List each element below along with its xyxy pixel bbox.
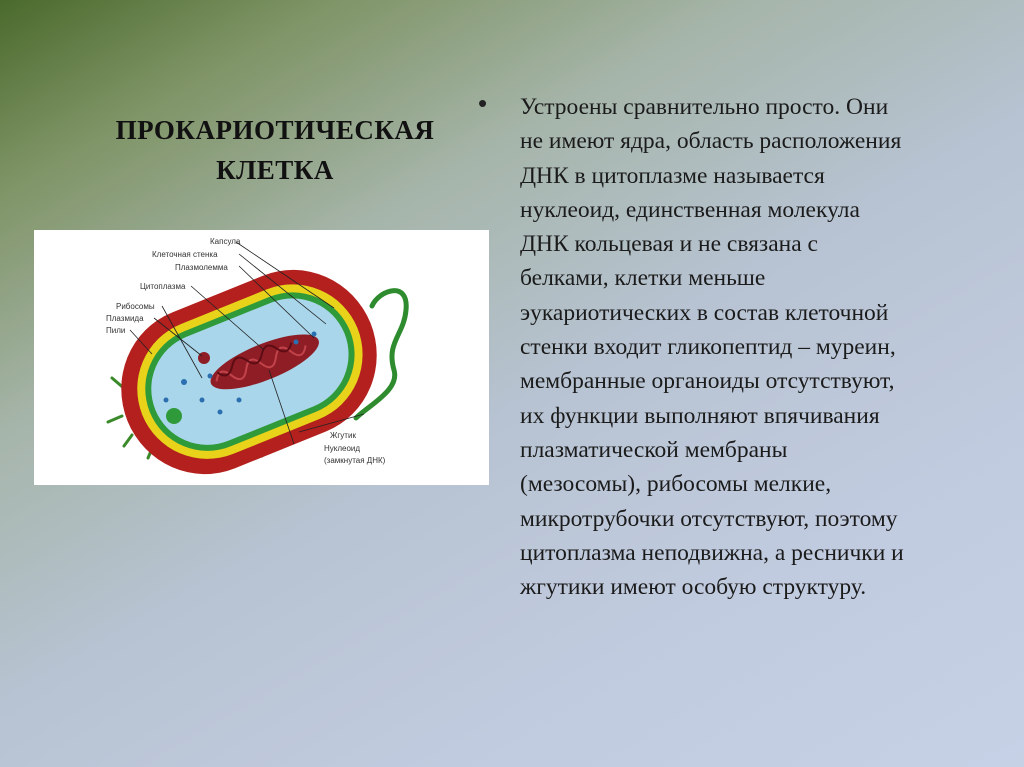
label-plasmalemma: Плазмолемма xyxy=(175,263,228,272)
text-line: их функции выполняют впячивания xyxy=(520,402,880,429)
text-line: плазматической мембраны xyxy=(520,436,788,463)
text-line: цитоплазма неподвижна, а реснички и xyxy=(520,539,904,566)
text-line: не имеют ядра, область расположения xyxy=(520,128,902,155)
inclusion-shape xyxy=(166,408,182,424)
label-cell-wall: Клеточная стенка xyxy=(152,250,218,259)
title-line-2: КЛЕТКА xyxy=(216,155,334,185)
text-line: ДНК в цитоплазме называется xyxy=(520,162,825,189)
label-pili: Пили xyxy=(106,326,126,335)
bullet-text xyxy=(520,90,1000,604)
cell-illustration xyxy=(34,230,489,485)
text-line: Устроены сравнительно просто. Они xyxy=(520,94,889,120)
text-line: жгутики имеют особую структуру. xyxy=(520,574,867,601)
label-cytoplasm: Цитоплазма xyxy=(140,282,186,291)
label-nucleoid-note: (замкнутая ДНК) xyxy=(324,456,386,465)
bullet-marker: • xyxy=(478,88,488,118)
label-flagellum: Жгутик xyxy=(330,431,356,440)
label-plasmid: Плазмида xyxy=(106,314,144,323)
text-line: белками, клетки меньше xyxy=(520,265,766,292)
text-line: нуклеоид, единственная молекула xyxy=(520,196,860,223)
text-line: эукариотических в состав клеточной xyxy=(520,299,889,326)
title-line-1: ПРОКАРИОТИЧЕСКАЯ xyxy=(115,115,435,145)
slide-title xyxy=(40,110,510,190)
text-line: ДНК кольцевая и не связана с xyxy=(520,231,818,258)
text-line: стенки входит гликопептид – муреин, xyxy=(520,334,896,361)
label-ribosomes: Рибосомы xyxy=(116,302,155,311)
prokaryotic-cell-diagram xyxy=(34,230,489,485)
label-nucleoid: Нуклеоид xyxy=(324,444,361,453)
text-line: микротрубочки отсутствуют, поэтому xyxy=(520,505,898,532)
text-line: (мезосомы), рибосомы мелкие, xyxy=(520,471,832,498)
label-capsule: Капсула xyxy=(210,237,241,246)
text-line: мембранные органоиды отсутствуют, xyxy=(520,368,895,395)
